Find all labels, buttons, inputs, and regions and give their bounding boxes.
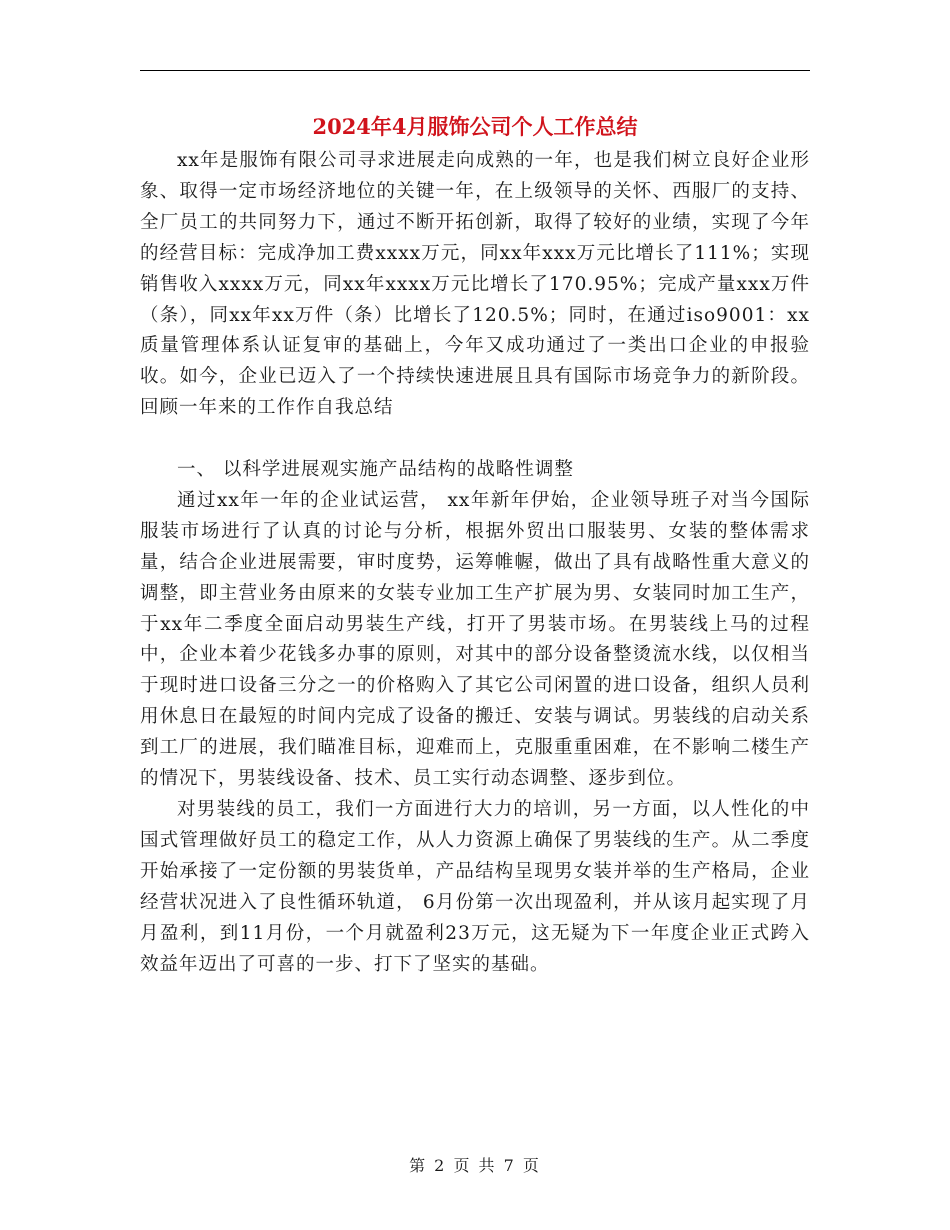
document-title: 2024年4月服饰公司个人工作总结 — [312, 114, 638, 139]
intro-paragraph: xx年是服饰有限公司寻求进展走向成熟的一年，也是我们树立良好企业形象、取得一定市场经济地位的关键一年，在上级领导的关怀、西服厂的支持、全厂员工的共同努力下，通过不断开拓创新，取得了较好的业绩，实现了今年的经营目标：完成净加工费xxxx万元，同xx年xxx万元比增长了111%；实现销售收入xxxx万元，同xx年xxxx万元比增长了170.95%；完成产量xxx万件（条），同xx年xx万件（条）比增长了120.5%；同时，在通过iso9001：xx质量管理体系认证复审的基础上，今年又成功通过了一类出口企业的申报验收。如今，企业已迈入了一个持续快速进展且具有国际市场竞争力的新阶段。回顾一年来的工作作自我总结 — [140, 150, 810, 419]
header-rule — [140, 70, 810, 71]
section-paragraph-1: 通过xx年一年的企业试运营， xx年新年伊始，企业领导班子对当今国际服装市场进行了认真的讨论与分析，根据外贸出口服装男、女装的整体需求量，结合企业进展需要，审时度势，运筹帷幄，做出了具有战略性重大意义的调整，即主营业务由原来的女装专业加工生产扩展为男、女装同时加工生产，于xx年二季度全面启动男装生产线，打开了男装市场。在男装线上马的过程中，企业本着少花钱多办事的原则，对其中的部分设备整烫流水线，以仅相当于现时进口设备三分之一的价格购入了其它公司闲置的进口设备，组织人员利用休息日在最短的时间内完成了设备的搬迁、安装与调试。男装线的启动关系到工厂的进展，我们瞄准目标，迎难而上，克服重重困难，在不影响二楼生产的情况下，男装线设备、技术、员工实行动态调整、逐步到位。 — [140, 489, 810, 790]
paragraph-gap — [140, 424, 810, 455]
page-number-footer: 第 2 页 共 7 页 — [409, 1156, 541, 1175]
document-body — [140, 146, 810, 980]
section-paragraph-2: 对男装线的员工，我们一方面进行大力的培训，另一方面，以人性化的中国式管理做好员工的稳定工作，从人力资源上确保了男装线的生产。从二季度开始承接了一定份额的男装货单，产品结构呈现男女装并举的生产格局，企业经营状况进入了良性循环轨道， 6月份第一次出现盈利，并从该月起实现了月月盈利，到11月份，一个月就盈利23万元，这无疑为下一年度企业正式跨入效益年迈出了可喜的一步、打下了坚实的基础。 — [140, 799, 810, 975]
section-heading: 一、 以科学进展观实施产品结构的战略性调整 — [177, 459, 574, 481]
